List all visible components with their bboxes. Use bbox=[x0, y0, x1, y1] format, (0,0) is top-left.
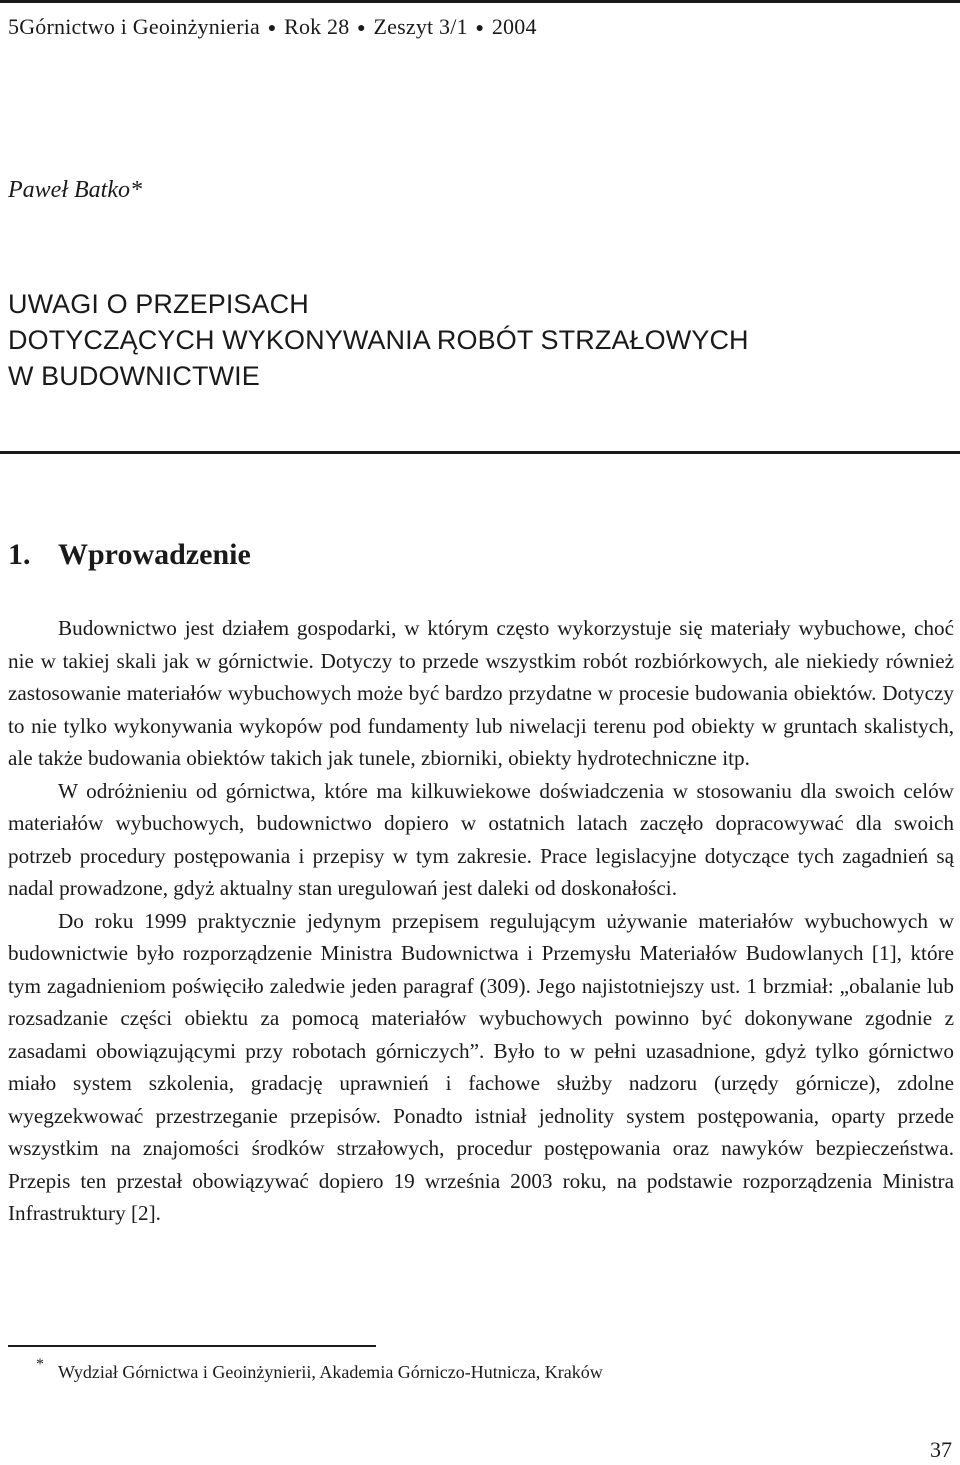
journal-header bbox=[8, 14, 537, 40]
journal-pub-year: 2004 bbox=[491, 14, 537, 39]
bullet-separator: ● bbox=[475, 21, 485, 36]
section-title: Wprowadzenie bbox=[58, 538, 251, 571]
article-title bbox=[8, 286, 948, 394]
paragraph: W odróżnieniu od górnictwa, które ma kilkuwiekowe doświadczenia w stosowaniu dla swoich celów materiałów wybuchowych, budownictwo dopiero w ostatnich latach zaczęło dopracowywać dla swoich potrzeb procedury postępowania i przepisy w tym zakresie. Prace legislacyjne dotyczące tych zagadnień są nadal prowadzone, gdyż aktualny stan uregulowań jest daleki od doskonałości. bbox=[8, 778, 954, 900]
bullet-separator: ● bbox=[267, 21, 277, 36]
author-name: Paweł Batko* bbox=[8, 177, 142, 203]
page-number: 37 bbox=[930, 1437, 952, 1462]
paragraph: Budownictwo jest działem gospodarki, w którym często wykorzystuje się materiały wybuchowe, choć nie w takiej skali jak w górnictwie. Dotyczy to przede wszystkim robót rozbiórkowych, ale niekiedy również zastosowanie materiałów wybuchowych może być bardzo przydatne w procesie budowania obiektów. Dotyczy to nie tylko wykonywania wykopów pod fundamenty lub niwelacji terenu pod obiekty w gruntach skalistych, ale także budowania obiektów takich jak tunele, zbiorniki, obiekty hydrotechniczne itp. bbox=[8, 616, 954, 770]
section-number: 1. bbox=[8, 538, 31, 571]
footnote-text: Wydział Górnictwa i Geoinżynierii, Akademia Górniczo-Hutnicza, Kraków bbox=[58, 1362, 603, 1382]
body-text bbox=[8, 612, 954, 1230]
title-line: UWAGI O PRZEPISACH bbox=[8, 289, 309, 319]
paragraph: Do roku 1999 praktycznie jedynym przepisem regulującym używanie materiałów wybuchowych w budownictwie było rozporządzenie Ministra Budownictwa i Przemysłu Materiałów Budowlanych [1], które tym zagadnieniom poświęciło zaledwie jeden paragraf (309). Jego najistotniejszy ust. 1 brzmiał: „obalanie lub rozsadzanie części obiektu za pomocą materiałów wybuchowych powinno być dokonywane zgodnie z zasadami obowiązującymi przy robotach górniczych”. Było to w pełni uzasadnione, gdyż tylko górnictwo miało system szkolenia, gradację uprawnień i fachowe służby nadzoru (urzędy górnicze), zdolne wyegzekwować przestrzeganie przepisów. Ponadto istniał jednolity system postępowania, oparty przede wszystkim na znajomości środków strzałowych, procedur postępowania oraz nawyków bezpieczeństwa. Przepis ten przestał obowiązywać dopiero 19 września 2003 roku, na podstawie rozporządzenia Ministra Infrastruktury [2]. bbox=[8, 908, 954, 1225]
footnote-rule bbox=[8, 1345, 376, 1347]
journal-issue-label: Zeszyt 3/1 bbox=[373, 14, 468, 39]
journal-year-label: Rok 28 bbox=[284, 14, 350, 39]
section-heading bbox=[8, 538, 251, 572]
top-rule bbox=[0, 0, 960, 3]
title-rule bbox=[0, 451, 960, 454]
bullet-separator: ● bbox=[357, 21, 366, 36]
footnote-mark: * bbox=[36, 1356, 44, 1373]
title-line: W BUDOWNICTWIE bbox=[8, 361, 260, 391]
journal-name: 5Górnictwo i Geoinżynieria bbox=[8, 14, 261, 39]
title-line: DOTYCZĄCYCH WYKONYWANIA ROBÓT STRZAŁOWYCH bbox=[8, 325, 749, 355]
